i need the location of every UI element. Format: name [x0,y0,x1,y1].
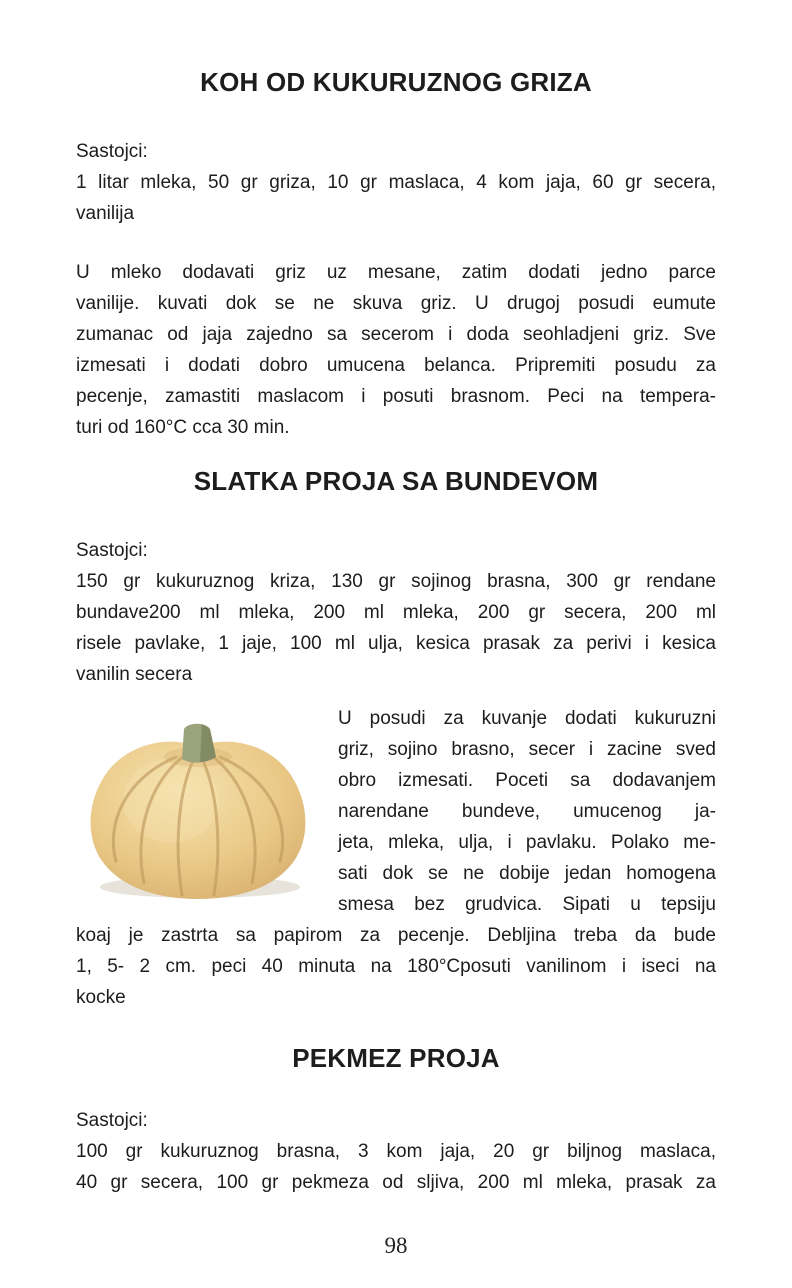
ingredients-line: 40 gr secera, 100 gr pekmeza od sljiva, 200 ml mleka, prasak za [76,1172,716,1193]
instructions-line: obro izmesati. Poceti sa dodavanjem [338,770,716,791]
ingredients-label: Sastojci: [76,1110,148,1131]
pumpkin-illustration [76,713,318,903]
instructions-line: vanilije. kuvati dok se ne skuva griz. U drugoj posudi eumute [76,293,716,314]
ingredients-line: risele pavlake, 1 jaje, 100 ml ulja, kesica prasak za perivi i kesica [76,633,716,654]
instructions-section [76,703,716,1013]
pumpkin-photo [76,713,318,903]
recipe-title: PEKMEZ PROJA [292,1043,500,1073]
ingredients-label: Sastojci: [76,141,148,162]
page-number: 98 [384,1233,408,1258]
instructions-line: koaj je zastrta sa papirom za pecenje. Debljina treba da bude [76,925,716,946]
instructions-line: izmesati i dodati dobro umucena belanca. Pripremiti posudu za [76,355,716,376]
instructions-line: zumanac od jaja zajedno sa secerom i doda seohladjeni griz. Sve [76,324,716,345]
instructions-line: smesa bez grudvica. Sipati u tepsiju [338,894,716,915]
instructions-line: kocke [76,987,126,1008]
instructions-line: jeta, mleka, ulja, i pavlaku. Polako me- [338,832,716,853]
ingredients-line: 100 gr kukuruznog brasna, 3 kom jaja, 20 gr biljnog maslaca, [76,1141,716,1162]
instructions-line: narendane bundeve, umucenog ja- [338,801,716,822]
instructions-line: griz, sojino brasno, secer i zacine sved [338,739,716,760]
ingredients-line: 150 gr kukuruznog kriza, 130 gr sojinog brasna, 300 gr rendane [76,571,716,592]
instructions-line: U mleko dodavati griz uz mesane, zatim dodati jedno parce [76,262,716,283]
instructions-section [76,257,716,443]
instructions-line: 1, 5- 2 cm. peci 40 minuta na 180°Cposuti vanilinom i iseci na [76,956,716,977]
ingredients-line: bundave200 ml mleka, 200 ml mleka, 200 gr secera, 200 ml [76,602,716,623]
ingredients-line: 1 litar mleka, 50 gr griza, 10 gr maslaca, 4 kom jaja, 60 gr secera, [76,172,716,193]
pumpkin-highlight [123,759,219,843]
recipe-title: SLATKA PROJA SA BUNDEVOM [193,466,599,496]
instructions-line: pecenje, zamastiti maslacom i posuti brasnom. Peci na tempera- [76,386,716,407]
ingredients-line: vanilin secera [76,664,193,685]
ingredients-section [76,535,716,690]
ingredients-section [76,136,716,229]
ingredients-section [76,1105,716,1198]
ingredients-line: vanilija [76,203,135,224]
instructions-line: sati dok se ne dobije jedan homogena [338,863,716,884]
recipe-title: KOH OD KUKURUZNOG GRIZA [200,67,592,97]
instructions-line: U posudi za kuvanje dodati kukuruzni [338,708,716,729]
ingredients-label: Sastojci: [76,540,148,561]
instructions-line: turi od 160°C cca 30 min. [76,417,290,438]
